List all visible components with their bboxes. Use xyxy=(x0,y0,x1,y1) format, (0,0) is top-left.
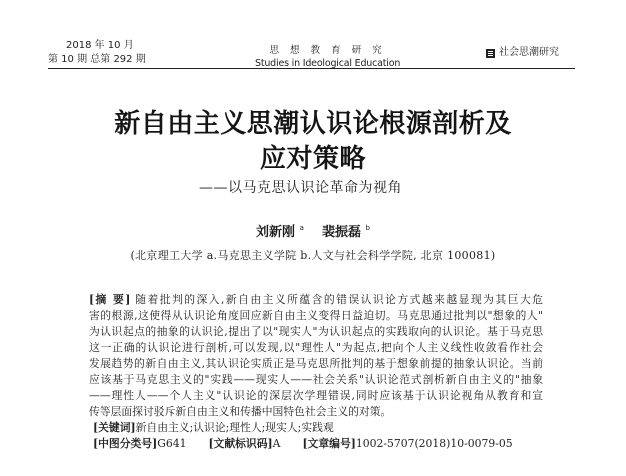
doc-code-label: [文献标识码] xyxy=(208,437,273,450)
abstract-label: [摘 要] xyxy=(89,293,131,306)
article-number-label: [文章编号] xyxy=(302,437,356,450)
affiliation: (北京理工大学 a.马克思主义学院 b.人文与社会科学学院, 北京 100081) xyxy=(130,249,496,262)
abstract-line xyxy=(89,292,543,308)
author-line xyxy=(0,221,626,240)
abstract-line: 传等层面探讨驳斥新自由主义和传播中国特色社会主义的对策。 xyxy=(89,405,392,418)
journal-name-cn: 思 想 教 育 研 究 xyxy=(269,45,386,56)
issue-info xyxy=(48,39,146,67)
column-square-icon xyxy=(486,49,495,58)
author-name: 刘新刚 xyxy=(256,225,296,240)
doc-code-value: A xyxy=(272,437,281,450)
author-affil-mark: a xyxy=(299,224,304,232)
article-subtitle: ——以马克思认识论革命为视角 xyxy=(199,180,402,196)
keywords-value: 新自由主义;认识论;理性人;现实人;实践观 xyxy=(135,421,334,434)
journal-name xyxy=(255,45,400,70)
abstract-text: 随着批判的深入,新自由主义所蕴含的错误认识论方式越来越显现为其巨大危 xyxy=(135,293,543,306)
abstract-line: 害的根源,这使得从认识论角度回应新自由主义变得日益迫切。马克思通过批判以"想象的人" xyxy=(89,309,543,322)
classification-row xyxy=(93,436,513,451)
article-number-value: 1002-5707(2018)10-0079-05 xyxy=(355,437,513,450)
issue-number: 第 10 期 总第 292 期 xyxy=(48,54,146,65)
abstract xyxy=(89,292,543,420)
keywords-row xyxy=(93,420,334,435)
clc-value: G641 xyxy=(157,437,187,450)
abstract-line: 应该基于马克思主义的"实践——现实人——社会关系"认识论范式剖析新自由主义的"抽象 xyxy=(89,373,543,386)
journal-name-en: Studies in Ideological Education xyxy=(255,58,401,69)
article-title-line1: 新自由主义思潮认识论根源剖析及 xyxy=(114,109,512,139)
abstract-line: 这一正确的认识论进行剖析,可以发现,以"理性人"为起点,把向个人主义线性收敛看作社会 xyxy=(89,341,543,354)
article-title-line2: 应对策略 xyxy=(259,144,366,174)
author-affil-mark: b xyxy=(365,224,370,232)
header-rule xyxy=(48,68,575,69)
clc-label: [中图分类号] xyxy=(93,437,158,450)
author-name: 裴振磊 xyxy=(321,225,361,240)
author-separator xyxy=(308,225,317,240)
column-tag xyxy=(486,46,559,60)
abstract-line: 发展趋势的新自由主义,其认识论实质正是马克思所批判的基于想象前提的抽象认识论。当前 xyxy=(89,357,543,370)
column-label: 社会思潮研究 xyxy=(499,47,559,58)
abstract-line: 为认识起点的抽象的认识论,提出了以"现实人"为认识起点的实践取向的认识论。基于马克思 xyxy=(89,325,543,338)
keywords-label: [关键词] xyxy=(93,421,136,434)
issue-date: 2018 年 10 月 xyxy=(66,40,134,51)
abstract-line: ——理性人——个人主义"认识论的深层次学理错误,同时应该基于认识论视角从教育和宣 xyxy=(89,389,543,402)
